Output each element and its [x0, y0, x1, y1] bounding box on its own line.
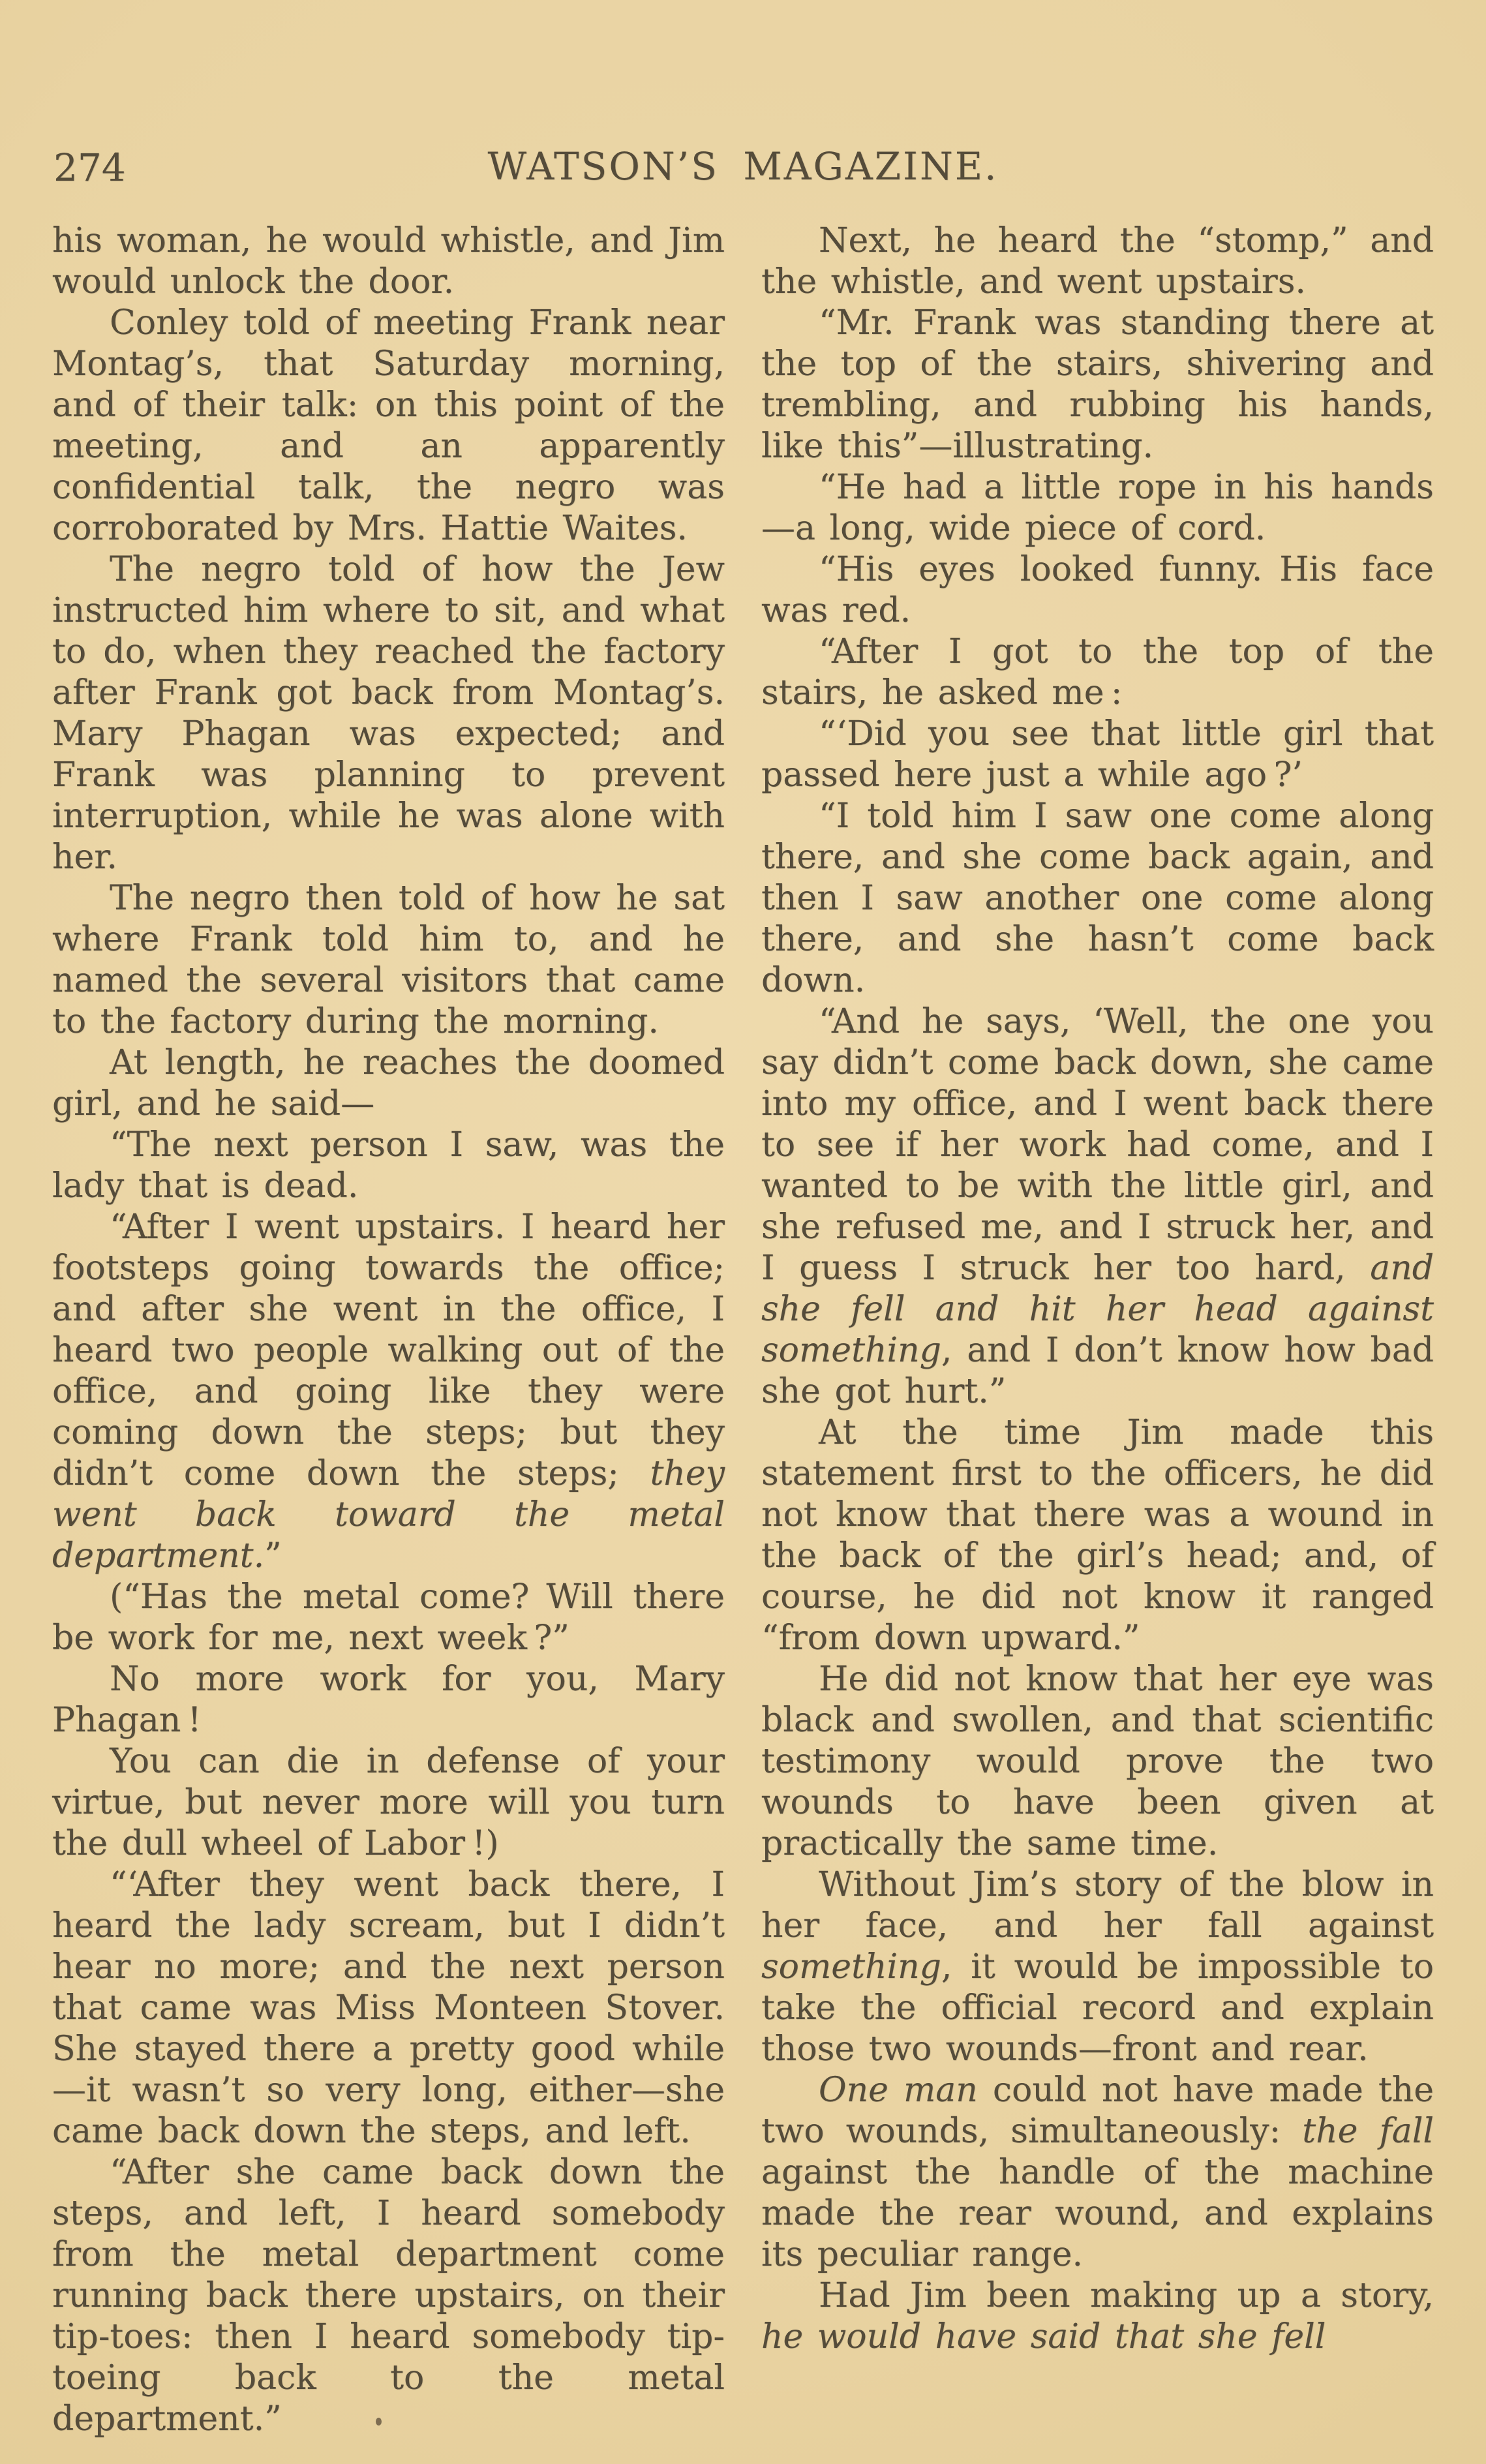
text-segment: Next, he heard the “stomp,” and the whistle, and went upstairs. [761, 221, 1434, 301]
paragraph [761, 1412, 1434, 1659]
paragraph [761, 1864, 1434, 2070]
text-segment: “After I got to the top of the stairs, he asked me : [761, 632, 1434, 712]
paragraph [52, 221, 725, 303]
text-segment: , it would be impossible to take the official record and explain those two wounds—front and rear. [761, 1947, 1434, 2069]
italic-text-segment: something [761, 1947, 941, 1986]
paragraph [52, 549, 725, 878]
ink-speck [376, 2418, 382, 2426]
paragraph [761, 221, 1434, 303]
paragraph [52, 1577, 725, 1659]
text-segment: against the handle of the machine made the rear wound, and explains its peculiar range. [761, 2153, 1434, 2274]
text-segment: The negro told of how the Jew instructed him where to sit, and what to do, when they reached the factory after Frank got back from Montag’s. Mary Phagan was expected; and Frank was planning to prevent interruption, while he was alone with her. [52, 550, 725, 877]
paragraph [52, 1042, 725, 1125]
paragraph [761, 549, 1434, 631]
paragraph [52, 303, 725, 549]
paragraph [761, 796, 1434, 1001]
text-segment: his woman, he would whistle, and Jim would unlock the door. [52, 221, 725, 301]
text-segment: Had Jim been making up a story, [819, 2276, 1434, 2315]
paragraph [761, 1659, 1434, 1864]
paragraph [52, 1864, 725, 2152]
paragraph [761, 2070, 1434, 2275]
text-segment: “After I went upstairs. I heard her footsteps going towards the office; and after she went in the office, I heard two people walking out of the office, and going like they were coming down the steps; but they didn’t come down the steps; [52, 1208, 725, 1493]
text-segment: could not have made the two wounds, simultaneously: [761, 2071, 1434, 2151]
paragraph [761, 1001, 1434, 1412]
text-segment: “And he says, ‘Well, the one you say didn’t come back down, she came into my office, and I went back there to see if her work had come, and I wanted to be with the little girl, and she refused me, and I struck her, and I guess I struck her too hard, [761, 1002, 1434, 1288]
paragraph [761, 2275, 1434, 2358]
text-segment: , and I don’t know how bad she got hurt.” [761, 1331, 1434, 1411]
page-number: 274 [53, 145, 126, 190]
text-segment: ” [264, 1536, 282, 1575]
italic-text-segment: he would have said that she fell [761, 2317, 1326, 2356]
paragraph [52, 1125, 725, 1207]
italic-text-segment: they went back toward the metal department. [52, 1454, 725, 1575]
text-segment: The negro then told of how he sat where Frank told him to, and he named the several visitors that came to the factory during the morning. [52, 879, 725, 1041]
italic-text-segment: the fall [1302, 2112, 1434, 2151]
text-segment: “His eyes looked funny. His face was red. [761, 550, 1434, 630]
text-segment: (“Has the metal come? Will there be work for me, next week ?” [52, 1577, 725, 1658]
text-segment: “The next person I saw, was the lady that is dead. [52, 1125, 725, 1206]
text-segment: Conley told of meeting Frank near Montag’s, that Saturday morning, and of their talk: on this point of the meeting, and an apparently confidential talk, the negro was corroborated by Mrs. Hattie Waites. [52, 303, 725, 548]
text-segment: He did not know that her eye was black and swollen, and that scientific testimony would prove the two wounds to have been given at practically the same time. [761, 1660, 1434, 1863]
paragraph [761, 714, 1434, 796]
column-left [52, 221, 725, 2440]
text-segment: No more work for you, Mary Phagan ! [52, 1660, 725, 1740]
text-segment: “He had a little rope in his hands—a long, wide piece of cord. [761, 468, 1434, 548]
text-segment: “Mr. Frank was standing there at the top of the stairs, shivering and trembling, and rubbing his hands, like this”—illustrating. [761, 303, 1434, 466]
paragraph [761, 631, 1434, 714]
text-segment: At length, he reaches the doomed girl, and he said— [52, 1043, 725, 1123]
paragraph [761, 303, 1434, 467]
paragraph [52, 2152, 725, 2440]
text-segment: “After she came back down the steps, and left, I heard somebody from the metal department come running back there upstairs, on their tip-toes: then I heard somebody tip-toeing back to the metal department.” [52, 2153, 725, 2439]
text-segment: Without Jim’s story of the blow in her face, and her fall against [761, 1865, 1434, 1945]
column-right [761, 221, 1434, 2440]
paragraph [52, 878, 725, 1042]
text-segment: “‘Did you see that little girl that passed here just a while ago ?’ [761, 714, 1434, 795]
italic-text-segment: and she fell and hit her head against something [761, 1249, 1434, 1370]
text-columns [52, 221, 1434, 2440]
page-header-title: WATSON’S MAGAZINE. [487, 144, 999, 189]
text-segment: At the time Jim made this statement first to the officers, he did not know that there was a wound in the back of the girl’s head; and, of course, he did not know it ranged “from down upward.” [761, 1413, 1434, 1658]
paragraph [52, 1741, 725, 1864]
text-segment: “‘After they went back there, I heard the lady scream, but I didn’t hear no more; and the next person that came was Miss Monteen Stover. She stayed there a pretty good while—it wasn’t so very long, either—she came back down the steps, and left. [52, 1865, 725, 2151]
text-segment: You can die in defense of your virtue, but never more will you turn the dull wheel of Labor !) [52, 1742, 725, 1863]
paragraph [52, 1659, 725, 1741]
text-segment: “I told him I saw one come along there, and she come back again, and then I saw another one come along there, and she hasn’t come back down. [761, 797, 1434, 1000]
italic-text-segment: One man [819, 2071, 978, 2110]
paragraph [761, 467, 1434, 549]
paragraph [52, 1207, 725, 1577]
